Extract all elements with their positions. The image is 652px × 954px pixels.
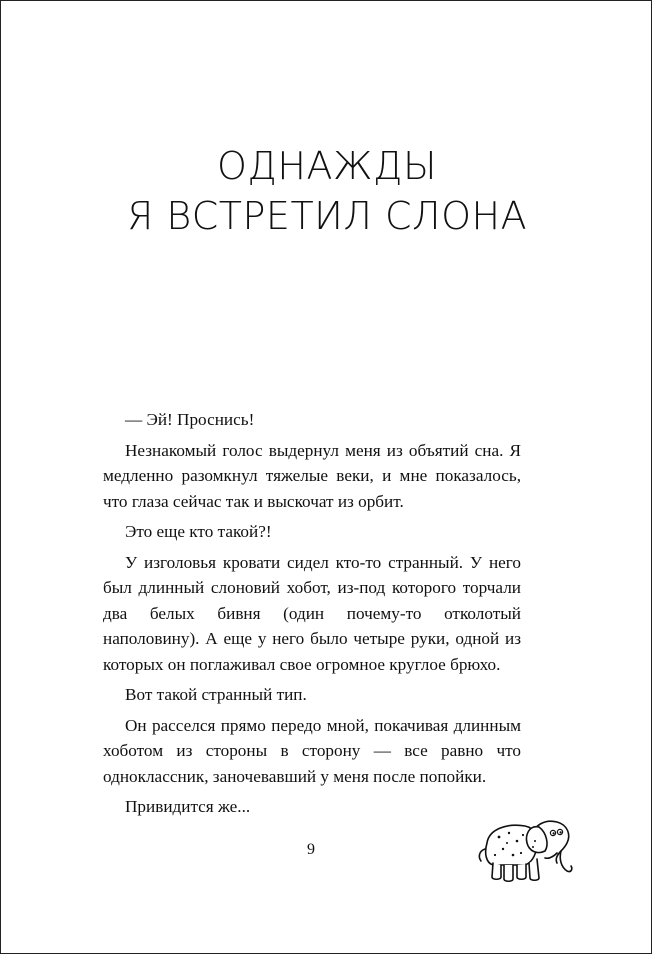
chapter-title-line-1: ОДНАЖДЫ — [216, 144, 437, 188]
chapter-title-line-2: Я ВСТРЕТИЛ СЛОНА — [126, 194, 528, 238]
paragraph: Это еще кто такой?! — [125, 522, 272, 541]
paragraph: — Эй! Проснись! — [125, 410, 255, 429]
paragraph: У изголовья кровати сидел кто-то странный. У него был длинный слоновий хобот, из-под которого торчали два белых бивня (один почему-то отколотый наполовину). А еще у него было четыре руки, одной из которых он поглаживал свое огромное круглое брюхо. — [103, 552, 521, 674]
page-number: 9 — [307, 841, 315, 858]
paragraph: Он расселся прямо передо мной, покачивая длинным хоботом из стороны в сторону — все равно что одноклассник, заночевавший у меня после попойки. — [103, 715, 521, 786]
paragraph: Привидится же... — [125, 797, 251, 816]
paragraph: Вот такой странный тип. — [125, 685, 307, 704]
paragraph: Незнакомый голос выдернул меня из объятий сна. Я медленно разомкнул тяжелые веки, и мне показалось, что глаза сейчас так и выскочат из орбит. — [103, 440, 521, 511]
elephant-icon — [473, 813, 583, 887]
chapter-body — [103, 407, 521, 825]
